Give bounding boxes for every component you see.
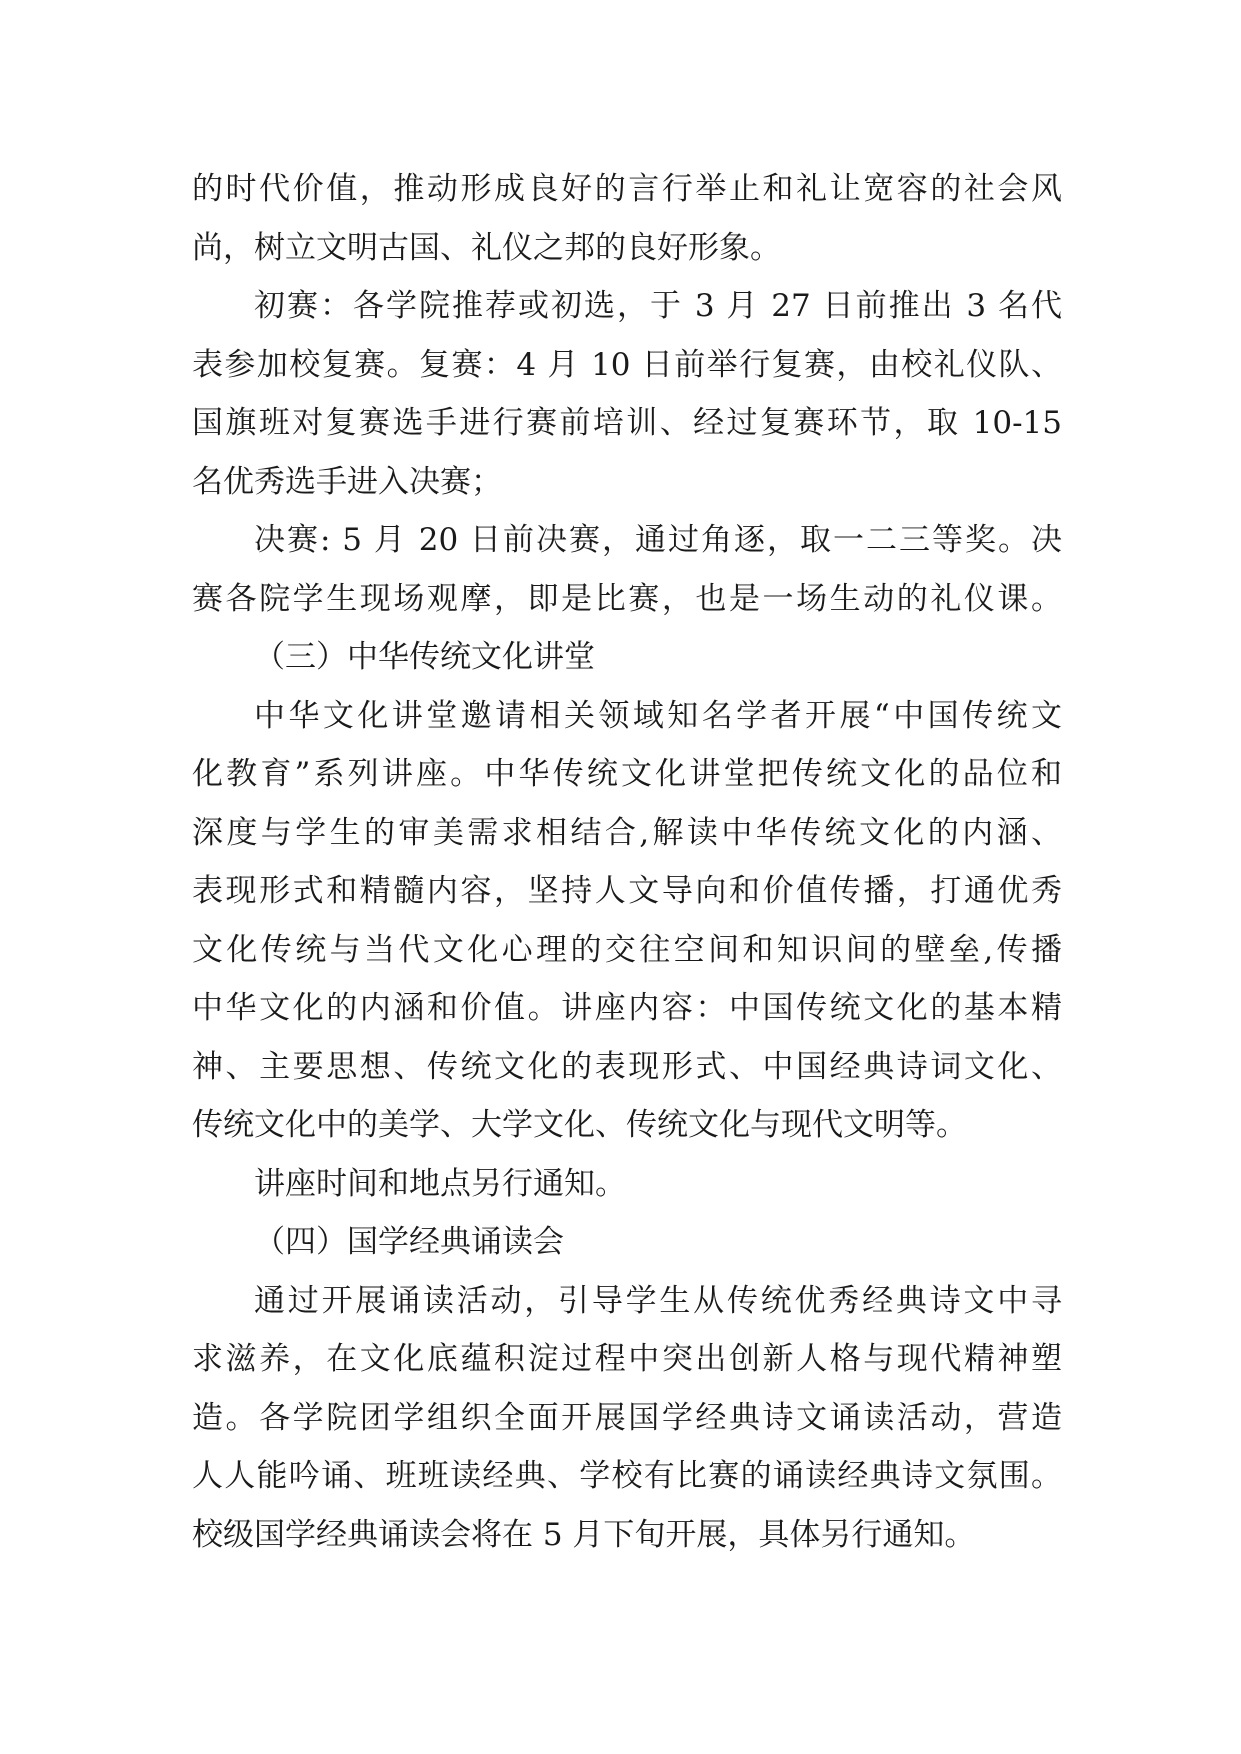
- text-line: 国旗班对复赛选手进行赛前培训、经过复赛环节，取 10-15: [192, 405, 1062, 441]
- text-line: 文化传统与当代文化心理的交往空间和知识间的壁垒,传播: [192, 931, 1062, 968]
- text-line: 中华文化的内涵和价值。讲座内容：中国传统文化的基本精: [192, 990, 1062, 1026]
- section-heading-chinese-culture-lecture: （三）中华传统文化讲堂: [254, 639, 595, 675]
- text-line: 造。各学院团学组织全面开展国学经典诗文诵读活动，营造: [192, 1399, 1062, 1436]
- text-line: 人人能吟诵、班班读经典、学校有比赛的诵读经典诗文氛围。: [192, 1458, 1062, 1494]
- text-line: 神、主要思想、传统文化的表现形式、中国经典诗词文化、: [192, 1048, 1062, 1085]
- text-line: 名优秀选手进入决赛；: [192, 463, 502, 500]
- paragraph-lecture-notice: 讲座时间和地点另行通知。: [254, 1165, 626, 1202]
- text-line: 表参加校复赛。复赛：4 月 10 日前举行复赛，由校礼仪队、: [192, 346, 1062, 383]
- text-line: 的时代价值，推动形成良好的言行举止和礼让宽容的社会风: [192, 171, 1062, 207]
- section-heading-classics-recitation: （四）国学经典诵读会: [254, 1224, 564, 1260]
- document-body: [192, 160, 1062, 1564]
- text-line: 赛各院学生现场观摩，即是比赛，也是一场生动的礼仪课。: [192, 580, 1062, 617]
- text-line: 尚，树立文明古国、礼仪之邦的良好形象。: [192, 229, 781, 266]
- paragraph-preliminary-round: 初赛：各学院推荐或初选，于 3 月 27 日前推出 3 名代: [254, 288, 1062, 324]
- text-line: 化教育”系列讲座。中华传统文化讲堂把传统文化的品位和: [192, 756, 1062, 792]
- text-line: 传统文化中的美学、大学文化、传统文化与现代文明等。: [192, 1107, 967, 1143]
- text-line: 深度与学生的审美需求相结合,解读中华传统文化的内涵、: [192, 814, 1062, 851]
- text-line: 校级国学经典诵读会将在 5 月下旬开展，具体另行通知。: [192, 1516, 976, 1553]
- paragraph-recitation-intro: 通过开展诵读活动，引导学生从传统优秀经典诗文中寻: [254, 1282, 1062, 1319]
- paragraph-lecture-intro: 中华文化讲堂邀请相关领域知名学者开展“中国传统文: [254, 697, 1062, 734]
- paragraph-final-round: 决赛: 5 月 20 日前决赛，通过角逐，取一二三等奖。决: [254, 522, 1062, 558]
- text-line: 表现形式和精髓内容，坚持人文导向和价值传播，打通优秀: [192, 873, 1062, 909]
- text-line: 求滋养，在文化底蕴积淀过程中突出创新人格与现代精神塑: [192, 1341, 1062, 1377]
